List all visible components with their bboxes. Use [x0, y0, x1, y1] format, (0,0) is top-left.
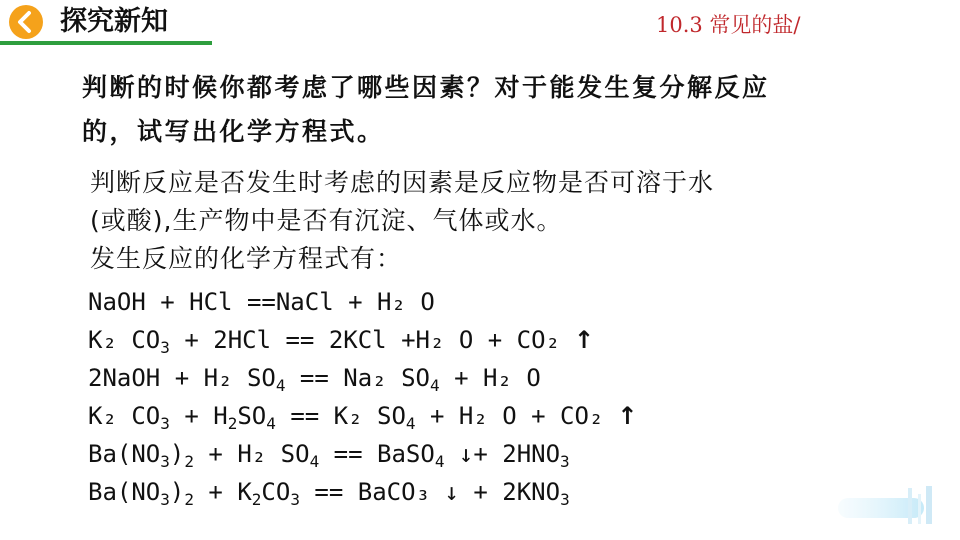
answer-text [90, 164, 890, 278]
equation-term: Ba(NO [88, 478, 161, 506]
equation-term: Ba(NO [88, 440, 161, 468]
equation-term: 3 [560, 490, 570, 509]
equation-term: 4 [429, 376, 440, 395]
equation-term: 4 [405, 414, 416, 433]
equation-term: + H₂ O [439, 364, 541, 392]
equation-line [88, 283, 638, 321]
equation-term: 4 [275, 376, 286, 395]
equation-term: 3 [160, 452, 170, 471]
chapter-label: 10.3 常见的盐/ [656, 13, 801, 37]
equation-term: == BaSO [319, 440, 435, 468]
equation-line [88, 435, 638, 473]
equation-term: == BaCO₃ ↓ + 2KNO [299, 478, 561, 506]
equation-term: 3 [290, 490, 300, 509]
gas-arrow-icon: ↑ [617, 402, 638, 430]
equation-term: SO [237, 402, 267, 430]
equation-term: 3 [160, 490, 170, 509]
equation-term: 3 [160, 414, 170, 433]
equation-term: 4 [434, 452, 445, 471]
equation-term: 3 [160, 338, 170, 357]
equation-term: K₂ CO [88, 326, 161, 354]
equation-term: 4 [309, 452, 320, 471]
equation-term: 2 [251, 490, 262, 509]
equation-line [88, 359, 638, 397]
equation-term: + H₂ O + CO₂ [415, 402, 604, 430]
equation-term: 2 [184, 452, 194, 471]
decorative-corner-graphic [838, 486, 950, 526]
equation-term: 2 [227, 414, 238, 433]
equation-term: CO [261, 478, 291, 506]
section-title: 探究新知 [60, 6, 168, 37]
equation-term: K₂ CO [88, 402, 161, 430]
equation-line [88, 321, 638, 359]
answer-line-1: 判断反应是否发生时考虑的因素是反应物是否可溶于水 [90, 168, 715, 197]
equation-term: + K [193, 478, 252, 506]
equation-term: NaOH + HCl ==NaCl + H₂ O [88, 288, 435, 316]
equation-term: 2 [184, 490, 194, 509]
equation-term: + H [169, 402, 228, 430]
answer-line-2: (或酸),生产物中是否有沉淀、气体或水。 [90, 206, 563, 235]
question-line-2: 的，试写出化学方程式。 [82, 117, 385, 146]
equation-line [88, 397, 638, 435]
equation-term: + H₂ SO [193, 440, 310, 468]
equation-term: ) [169, 440, 185, 468]
equation-term: ) [169, 478, 185, 506]
chevron-left-icon [8, 4, 44, 40]
equation-term: + 2HCl == 2KCl +H₂ O + CO₂ [169, 326, 561, 354]
question-text [82, 66, 902, 154]
equation-term: 3 [560, 452, 570, 471]
gas-arrow-icon: ↑ [574, 326, 595, 354]
equation-term: 4 [266, 414, 276, 433]
question-line-1: 判断的时候你都考虑了哪些因素？对于能发生复分解反应 [82, 73, 770, 102]
header-divider [0, 41, 212, 45]
answer-line-3: 发生反应的化学方程式有： [90, 244, 403, 273]
equation-list [88, 283, 638, 511]
equation-term: 2NaOH + H₂ SO [88, 364, 276, 392]
equation-term: ↓+ 2HNO [444, 440, 561, 468]
equation-line [88, 473, 638, 511]
equation-term: == K₂ SO [275, 402, 406, 430]
equation-term: == Na₂ SO [285, 364, 430, 392]
